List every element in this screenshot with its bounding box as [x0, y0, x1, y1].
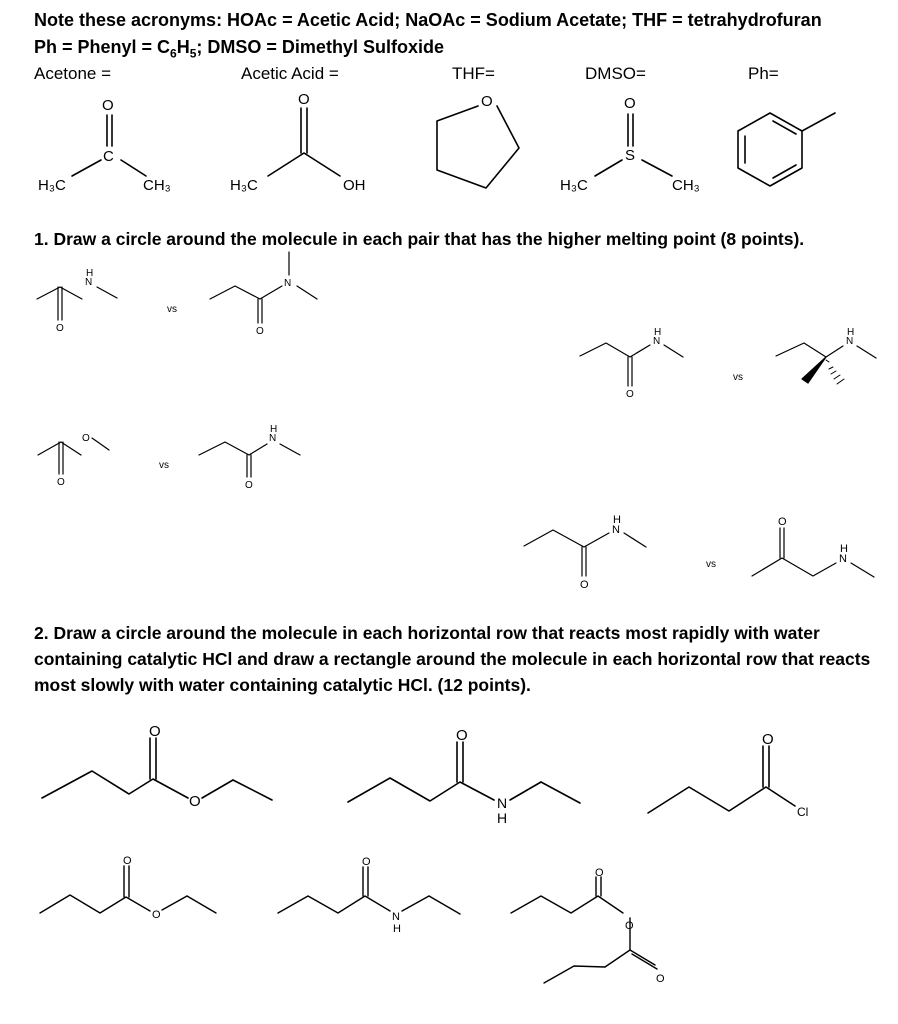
- q2r2-ester-o: O: [152, 909, 161, 921]
- q1-pair3-left: [580, 327, 683, 400]
- acronym-note-line1: Note these acronyms: HOAc = Acetic Acid; NaOAc = Sodium Acetate; THF = tetrahydrofuran: [34, 10, 822, 30]
- q1-pair4-vs: vs: [706, 559, 716, 570]
- q1p3l-n: N: [653, 336, 661, 347]
- acetone-c-label: C: [103, 148, 114, 165]
- q2-row1-acid-chloride: [648, 731, 808, 819]
- acetic-o-label: O: [298, 91, 310, 108]
- q1p4l-h: H: [613, 514, 621, 526]
- question-1: 1. Draw a circle around the molecule in each pair that has the higher melting point (8 points).: [34, 229, 805, 249]
- q2r1-amide-n: N: [497, 795, 508, 811]
- dmso-structure: [560, 95, 700, 194]
- q1p4r-o: O: [778, 516, 787, 528]
- thf-structure: [437, 93, 519, 188]
- q1p1r-o: O: [256, 326, 264, 337]
- label-thf: THF=: [452, 64, 495, 83]
- q1-pair1-left: [37, 268, 117, 334]
- q1-pair2-vs: vs: [159, 460, 169, 471]
- q1-pair4-right: [752, 516, 874, 577]
- q2r1-ester-o-carbonyl: O: [149, 723, 161, 740]
- line2-suffix: ; DMSO = Dimethyl Sulfoxide: [196, 37, 444, 57]
- dmso-h3c-label: H₃C: [560, 177, 588, 194]
- q2r2-amide-o: O: [362, 856, 371, 868]
- acetone-structure: [38, 97, 171, 194]
- q1p2l-o-carbonyl: O: [57, 477, 65, 488]
- q2r1-acl-cl: Cl: [797, 805, 809, 819]
- q2r1-amide-h: H: [497, 810, 508, 826]
- acetone-h3c-label: H₃C: [38, 177, 66, 194]
- q2r2-anh-o-bottom: O: [656, 973, 665, 985]
- q2-row2-ester: [40, 855, 216, 921]
- q1p3r-h: H: [847, 327, 855, 338]
- q2r1-acl-o: O: [762, 731, 774, 748]
- q2-row1-ester: [42, 723, 272, 810]
- acetic-h3c-label: H₃C: [230, 177, 258, 194]
- q1p2r-n: N: [269, 433, 277, 444]
- q1p2r-o: O: [245, 480, 253, 491]
- q2r2-ester-o-carbonyl: O: [123, 855, 132, 867]
- line2-prefix: Ph = Phenyl = C: [34, 37, 171, 57]
- q1p4r-h: H: [840, 543, 848, 555]
- q1p3l-o: O: [626, 389, 634, 400]
- label-ph: Ph=: [748, 64, 779, 83]
- q2r2-amide-n: N: [392, 911, 400, 923]
- q1p1l-o: O: [56, 323, 64, 334]
- q2r2-anh-o-top: O: [595, 867, 604, 879]
- thf-o-label: O: [481, 93, 493, 110]
- label-dmso: DMSO=: [585, 64, 646, 83]
- q1p4l-o: O: [580, 579, 589, 591]
- q1-pair2-left: [38, 433, 109, 488]
- acetone-ch3-label: CH₃: [143, 177, 171, 194]
- q2r2-anh-o-bridge: O: [625, 920, 634, 932]
- question-2: 2. Draw a circle around the molecule in each horizontal row that reacts most rapidly with water containing catalytic HCl and draw a rectangle around the molecule in each horizontal row that reacts most slowly with water containing catalytic HCl. (12 points).: [34, 623, 871, 695]
- label-acetone: Acetone =: [34, 64, 112, 83]
- q1-pair1-vs: vs: [167, 304, 177, 315]
- q1p3r-n: N: [846, 336, 854, 347]
- line2-mid: H: [176, 37, 190, 57]
- q1p4l-n: N: [612, 524, 620, 536]
- line2-sub1: 6: [170, 46, 177, 61]
- line2-sub2: 5: [189, 46, 197, 61]
- q1-pair3-vs: vs: [733, 372, 743, 383]
- q1-pair3-right: [776, 327, 876, 384]
- q1p1l-h: H: [86, 268, 94, 279]
- q1p2r-h: H: [270, 424, 278, 435]
- q1p1l-n: N: [85, 277, 93, 288]
- q2r1-ester-o: O: [189, 793, 201, 810]
- q2-row2-anhydride: [511, 867, 665, 985]
- q1p1r-n: N: [284, 278, 292, 289]
- q2r2-amide-h: H: [393, 923, 401, 935]
- acetone-o-label: O: [102, 97, 114, 114]
- acetic-oh-label: OH: [343, 177, 366, 194]
- label-acetic-acid: Acetic Acid =: [241, 64, 339, 83]
- q1-pair4-left: [524, 514, 646, 591]
- q2r1-amide-o: O: [456, 727, 468, 744]
- q2-row1-amide: [348, 727, 580, 826]
- acetic-acid-structure: [230, 91, 366, 194]
- q1-pair1-right: [210, 252, 317, 337]
- phenyl-structure: [738, 113, 835, 186]
- dmso-ch3-label: CH₃: [672, 177, 700, 194]
- q2-row2-amide: [278, 856, 460, 935]
- q1-pair2-right: [199, 424, 300, 491]
- q1p4r-n: N: [839, 553, 847, 565]
- q1p3l-h: H: [654, 327, 662, 338]
- dmso-s-label: S: [625, 147, 636, 164]
- q1p2l-o-ester: O: [82, 433, 90, 444]
- dmso-o-label: O: [624, 95, 636, 112]
